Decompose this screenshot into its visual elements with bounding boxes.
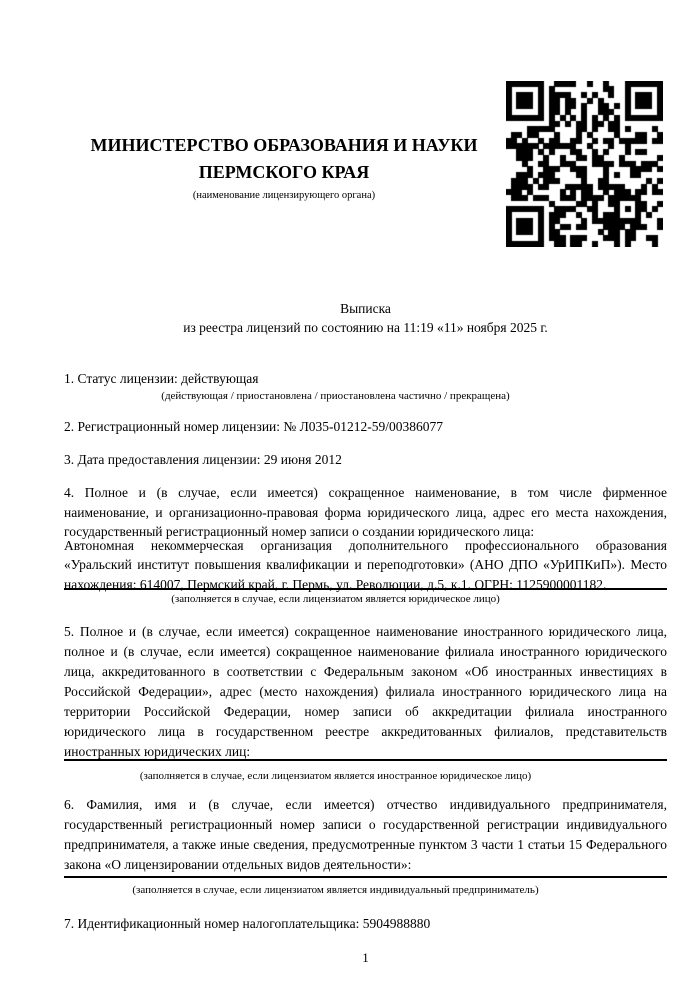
item-entrepreneur-caption: (заполняется в случае, если лицензиатом является индивидуальный предприниматель) <box>132 884 539 896</box>
item-taxpayer-number: 7. Идентификационный номер налогоплательщика: 5904988880 <box>64 916 431 931</box>
item-foreign-entity-intro: 5. Полное и (в случае, если имеется) сокращенное наименование иностранного юридического лица, полное и (в случае, если имеется) сокращенное наименование филиала иностранного юридического лица, аккредитованного в соответствии с Федеральным законом «Об иностранных инвестициях в Российской Федерации», адрес (место нахождения) филиала иностранного юридического лица на территории Российской Федерации, номер записи об аккредитации филиала иностранного юридического лица в государственном реестре аккредитованных филиалов, представительств иностранных юридических лиц: <box>64 624 667 759</box>
qr-code-icon <box>506 81 663 247</box>
page-number: 1 <box>362 950 369 965</box>
item-foreign-entity-caption: (заполняется в случае, если лицензиатом является иностранное юридическое лицо) <box>139 770 532 782</box>
item-grant-date: 3. Дата предоставления лицензии: 29 июня 2012 <box>64 452 342 467</box>
title-heading: Выписка <box>340 301 391 316</box>
title-subheading: из реестра лицензий по состоянию на 11:19 «11» ноября 2025 г. <box>183 320 548 335</box>
item-entrepreneur-intro: 6. Фамилия, имя и (в случае, если имеется) отчество индивидуального предпринимателя, государственный регистрационный номер записи о государственной регистрации индивидуального предпринимателя, а также иные сведения, предусмотренные пунктом 3 части 1 статьи 15 Федерального закона «О лицензировании отдельных видов деятельности»: <box>64 797 667 872</box>
ministry-caption: (наименование лицензирующего органа) <box>192 190 376 201</box>
item-registration-number: 2. Регистрационный номер лицензии: № Л035-01212-59/00386077 <box>64 419 444 434</box>
item-license-status-caption: (действующая / приостановлена / приостановлена частично / прекращена) <box>161 390 510 402</box>
ministry-name-line1: МИНИСТЕРСТВО ОБРАЗОВАНИЯ И НАУКИ <box>90 135 478 155</box>
item-legal-entity-value: Автономная некоммерческая организация дополнительного профессионального образования «Уральский институт повышения квалификации и переподготовки» (АНО ДПО «УрИПКиП»). Место нахождения: 614007, Пермский край, г. Пермь, ул. Революции, д.5, к.1. ОГРН: 1125900001182. <box>64 537 667 592</box>
divider-entrepreneur <box>64 876 667 878</box>
licensing-authority-block <box>64 132 504 202</box>
item-legal-entity-intro: 4. Полное и (в случае, если имеется) сокращенное наименование, в том числе фирменное наименование, и организационно-правовая форма юридического лица, адрес его места нахождения, государственный регистрационный номер записи о создании юридического лица: <box>64 485 667 539</box>
item-legal-entity-caption: (заполняется в случае, если лицензиатом является юридическое лицо) <box>171 593 500 605</box>
ministry-name-line2: ПЕРМСКОГО КРАЯ <box>198 162 370 182</box>
document-title <box>64 299 667 337</box>
item-license-status: 1. Статус лицензии: действующая <box>64 371 259 386</box>
document-header <box>64 0 667 256</box>
document-content <box>64 0 667 966</box>
